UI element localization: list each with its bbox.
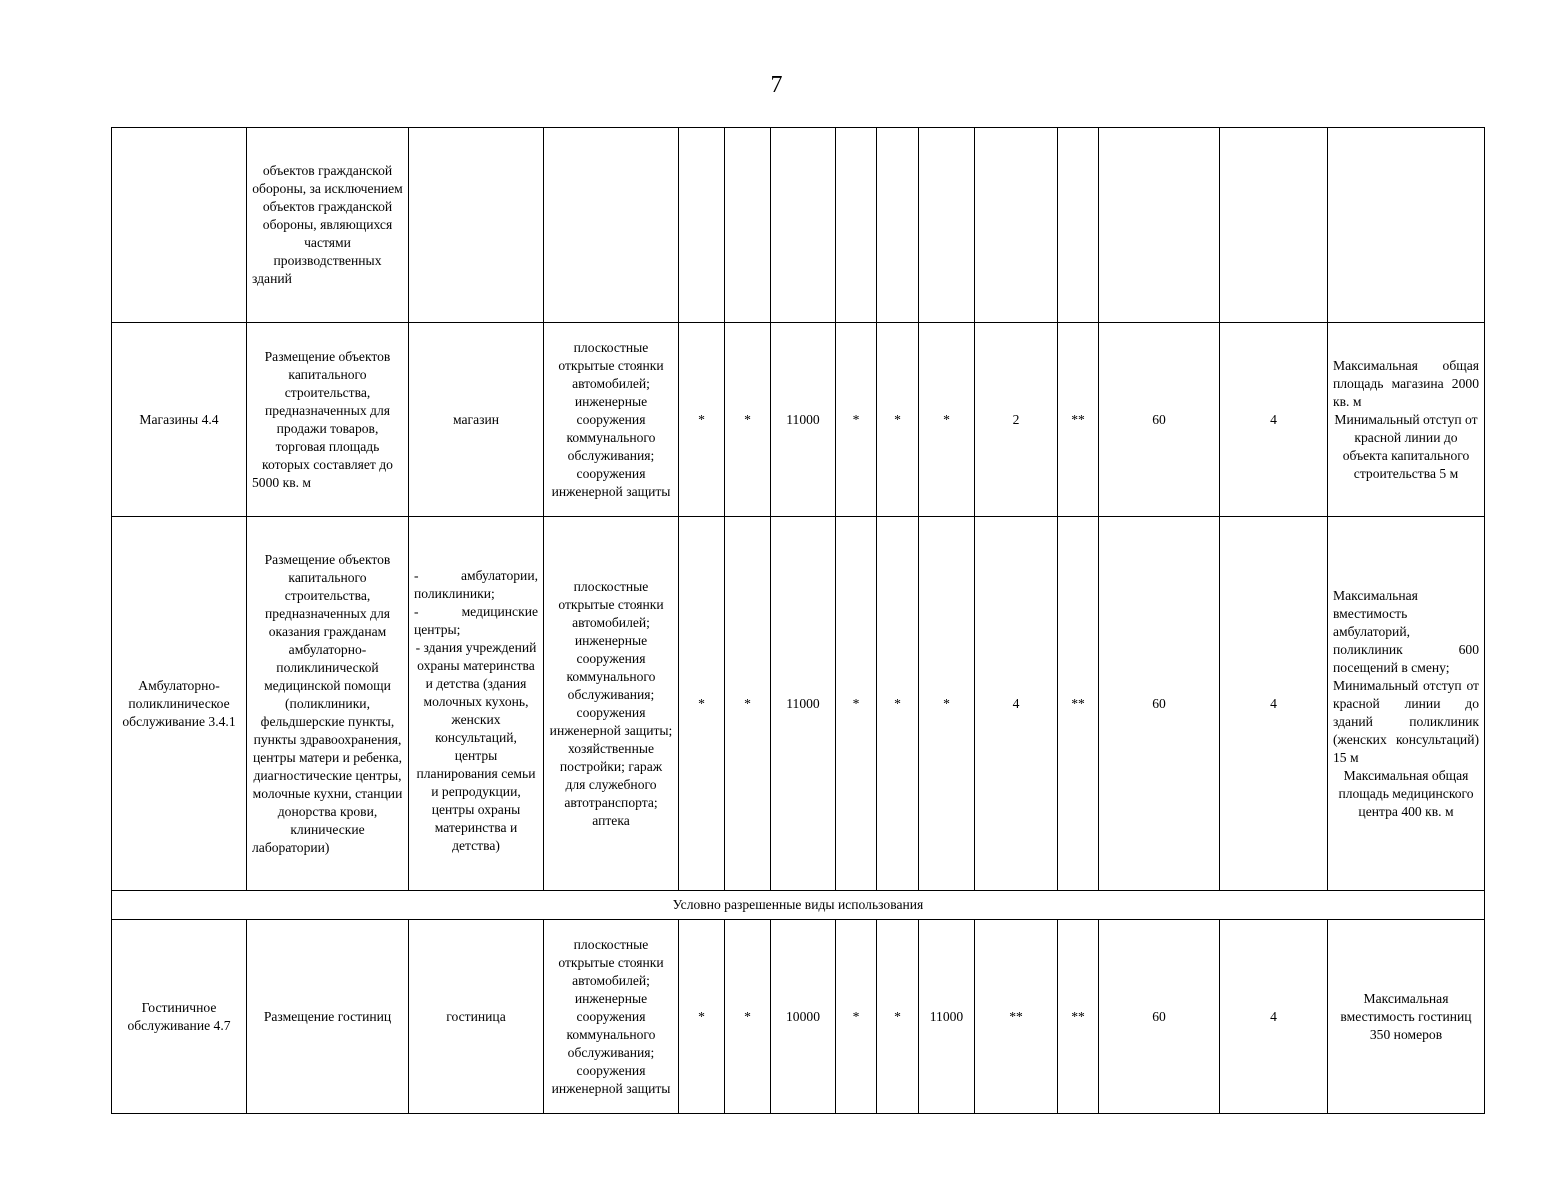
notes-cell (1328, 920, 1485, 1114)
use-name-cell: Магазины 4.4 (112, 323, 247, 517)
use-name-cell: Амбулаторно-поликлиническое обслуживание 3.4.1 (112, 517, 247, 891)
main-object-cell: гостиница (409, 920, 544, 1114)
note-text: Минимальный отступ от красной линии до зданий поликлиник (женских консультаций) 15 м (1333, 677, 1479, 765)
param-cell: ** (975, 920, 1058, 1114)
param-cell: 10000 (771, 920, 836, 1114)
param-cell: * (679, 323, 725, 517)
param-cell: * (836, 920, 877, 1114)
param-cell: 11000 (919, 920, 975, 1114)
param-cell: 2 (975, 323, 1058, 517)
main-object-item: - здания учреждений охраны материнства и детства (здания молочных кухонь, женских консультаций, центры планирования семьи и репродукции, центры охраны материнства и детства) (415, 640, 537, 853)
param-cell (877, 128, 919, 323)
use-description-cell: объектов гражданской обороны, за исключением объектов гражданской обороны, являющихся частями производственных зданий (247, 128, 409, 323)
param-cell: 4 (1220, 920, 1328, 1114)
main-object-cell (409, 128, 544, 323)
param-cell (725, 128, 771, 323)
param-cell: * (725, 517, 771, 891)
param-cell: 11000 (771, 323, 836, 517)
param-cell: 60 (1099, 920, 1220, 1114)
notes-cell (1328, 517, 1485, 891)
param-cell: * (877, 323, 919, 517)
param-cell: * (919, 323, 975, 517)
auxiliary-use-cell (544, 128, 679, 323)
main-object-item: - амбулатории, поликлиники; (414, 568, 538, 601)
auxiliary-use-cell: плоскостные открытые стоянки автомобилей; инженерные сооружения коммунального обслуживания; сооружения инженерной защиты (544, 323, 679, 517)
use-name-cell: Гостиничное обслуживание 4.7 (112, 920, 247, 1114)
param-cell (1058, 128, 1099, 323)
notes-cell (1328, 323, 1485, 517)
use-name-cell (112, 128, 247, 323)
param-cell: * (877, 517, 919, 891)
param-cell: ** (1058, 323, 1099, 517)
note-text: Максимальная общая площадь медицинского центра 400 кв. м (1338, 767, 1474, 819)
section-title: Условно разрешенные виды использования (112, 891, 1485, 920)
param-cell (679, 128, 725, 323)
auxiliary-use-cell: плоскостные открытые стоянки автомобилей; инженерные сооружения коммунального обслуживания; сооружения инженерной защиты; хозяйственные постройки; гараж для служебного автотранспорта; аптека (544, 517, 679, 891)
param-cell: * (836, 517, 877, 891)
table-row (112, 920, 1485, 1114)
note-text: Максимальная общая площадь магазина 2000 кв. м (1333, 357, 1479, 409)
param-cell: 11000 (771, 517, 836, 891)
regulations-table (111, 127, 1485, 1114)
param-cell: 4 (975, 517, 1058, 891)
param-cell (1220, 128, 1328, 323)
auxiliary-use-cell: плоскостные открытые стоянки автомобилей; инженерные сооружения коммунального обслуживания; сооружения инженерной защиты (544, 920, 679, 1114)
param-cell: ** (1058, 920, 1099, 1114)
param-cell (836, 128, 877, 323)
table-row (112, 517, 1485, 891)
table-row (112, 323, 1485, 517)
main-object-cell: магазин (409, 323, 544, 517)
section-row (112, 891, 1485, 920)
param-cell (771, 128, 836, 323)
param-cell: ** (1058, 517, 1099, 891)
note-text: Максимальная вместимость амбулаторий, поликлиник 600 посещений в смену; (1333, 587, 1479, 675)
param-cell: * (877, 920, 919, 1114)
note-text: Минимальный отступ от красной линии до объекта капитального строительства 5 м (1334, 411, 1478, 481)
param-cell: * (725, 920, 771, 1114)
param-cell (975, 128, 1058, 323)
param-cell: 4 (1220, 517, 1328, 891)
param-cell: * (725, 323, 771, 517)
notes-cell (1328, 128, 1485, 323)
use-description-cell: Размещение объектов капитального строительства, предназначенных для продажи товаров, торговая площадь которых составляет до 5000 кв. м (247, 323, 409, 517)
param-cell: * (919, 517, 975, 891)
main-object-cell (409, 517, 544, 891)
param-cell: 4 (1220, 323, 1328, 517)
param-cell: 60 (1099, 323, 1220, 517)
main-object-item: - медицинские центры; (414, 604, 538, 637)
page-number: 7 (770, 72, 783, 98)
param-cell: * (679, 517, 725, 891)
table-row (112, 128, 1485, 323)
param-cell (919, 128, 975, 323)
param-cell: * (836, 323, 877, 517)
use-description-cell: Размещение гостиниц (247, 920, 409, 1114)
note-text: Максимальная вместимость гостиниц 350 номеров (1340, 990, 1472, 1042)
param-cell (1099, 128, 1220, 323)
param-cell: * (679, 920, 725, 1114)
param-cell: 60 (1099, 517, 1220, 891)
use-description-cell: Размещение объектов капитального строительства, предназначенных для оказания гражданам амбулаторно-поликлинической медицинской помощи (поликлиники, фельдшерские пункты, пункты здравоохранения, центры матери и ребенка, диагностические центры, молочные кухни, станции донорства крови, клинические лаборатории) (247, 517, 409, 891)
